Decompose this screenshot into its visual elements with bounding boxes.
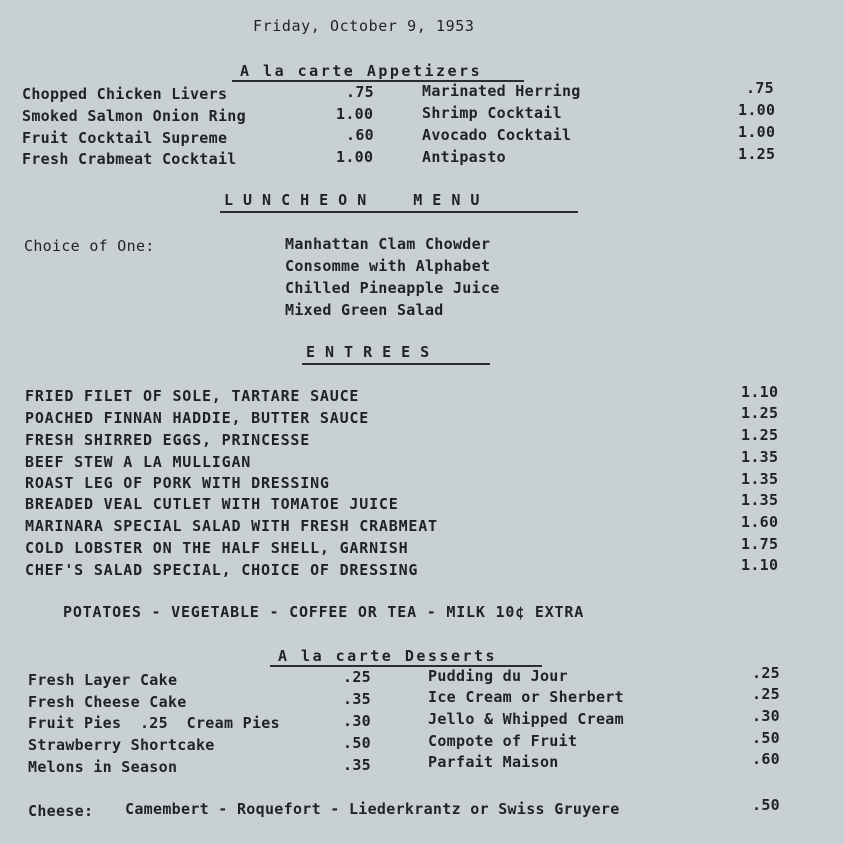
appetizer-left-name: Fresh Crabmeat Cocktail bbox=[22, 150, 237, 168]
sides-line: POTATOES - VEGETABLE - COFFEE OR TEA - MILK 10¢ EXTRA bbox=[63, 603, 585, 621]
luncheon-heading-underline bbox=[220, 211, 578, 213]
dessert-right-name: Compote of Fruit bbox=[428, 732, 578, 750]
appetizer-left-price: .75 bbox=[346, 83, 374, 101]
entree-price: 1.35 bbox=[741, 448, 779, 466]
appetizer-right-name: Antipasto bbox=[422, 148, 506, 166]
appetizer-left-price: 1.00 bbox=[336, 148, 374, 166]
appetizer-left-name: Smoked Salmon Onion Ring bbox=[22, 107, 246, 125]
desserts-heading: A la carte Desserts bbox=[278, 647, 498, 665]
appetizer-left-name: Chopped Chicken Livers bbox=[22, 85, 228, 103]
dessert-left-price: .25 bbox=[343, 668, 371, 686]
appetizer-left-price: .60 bbox=[346, 126, 374, 144]
entree-name: BEEF STEW A LA MULLIGAN bbox=[25, 453, 252, 471]
dessert-right-price: .30 bbox=[752, 707, 780, 725]
appetizer-right-price: 1.25 bbox=[738, 145, 776, 163]
entree-price: 1.35 bbox=[741, 491, 779, 509]
cheese-label: Cheese: bbox=[28, 802, 94, 820]
entree-name: FRIED FILET OF SOLE, TARTARE SAUCE bbox=[25, 387, 360, 405]
dessert-left-price: .35 bbox=[343, 756, 371, 774]
entree-name: FRESH SHIRRED EGGS, PRINCESSE bbox=[25, 431, 311, 449]
entrees-heading: ENTREES bbox=[306, 343, 440, 361]
entree-name: CHEF'S SALAD SPECIAL, CHOICE OF DRESSING bbox=[25, 561, 419, 579]
dessert-right-price: .25 bbox=[752, 685, 780, 703]
cheese-items: Camembert - Roquefort - Liederkrantz or Swiss Gruyere bbox=[125, 800, 620, 818]
dessert-left-name: Fresh Cheese Cake bbox=[28, 693, 187, 711]
dessert-left-name: Strawberry Shortcake bbox=[28, 736, 215, 754]
dessert-right-name: Ice Cream or Sherbert bbox=[428, 688, 624, 706]
dessert-left-name: Fresh Layer Cake bbox=[28, 671, 178, 689]
appetizer-left-name: Fruit Cocktail Supreme bbox=[22, 129, 228, 147]
luncheon-choice: Manhattan Clam Chowder bbox=[285, 235, 491, 253]
dessert-left-name: Melons in Season bbox=[28, 758, 178, 776]
entree-price: 1.10 bbox=[741, 556, 779, 574]
appetizer-right-name: Shrimp Cocktail bbox=[422, 104, 562, 122]
cheese-price: .50 bbox=[752, 796, 780, 814]
luncheon-menu-heading: LUNCHEON MENU bbox=[224, 191, 490, 209]
dessert-right-name: Jello & Whipped Cream bbox=[428, 710, 624, 728]
entree-name: POACHED FINNAN HADDIE, BUTTER SAUCE bbox=[25, 409, 370, 427]
choice-label: Choice of One: bbox=[24, 237, 155, 255]
luncheon-choice: Chilled Pineapple Juice bbox=[285, 279, 500, 297]
entree-price: 1.60 bbox=[741, 513, 779, 531]
dessert-right-price: .50 bbox=[752, 729, 780, 747]
dessert-left-price: .35 bbox=[343, 690, 371, 708]
entree-price: 1.75 bbox=[741, 535, 779, 553]
menu-date: Friday, October 9, 1953 bbox=[253, 17, 475, 35]
dessert-right-name: Parfait Maison bbox=[428, 753, 559, 771]
entree-name: MARINARA SPECIAL SALAD WITH FRESH CRABMEAT bbox=[25, 517, 438, 535]
luncheon-choice: Consomme with Alphabet bbox=[285, 257, 491, 275]
dessert-right-name: Pudding du Jour bbox=[428, 667, 568, 685]
entree-price: 1.35 bbox=[741, 470, 779, 488]
dessert-right-price: .60 bbox=[752, 750, 780, 768]
entrees-heading-underline bbox=[302, 363, 490, 365]
entree-price: 1.25 bbox=[741, 404, 779, 422]
appetizers-heading: A la carte Appetizers bbox=[240, 62, 483, 80]
appetizer-left-price: 1.00 bbox=[336, 105, 374, 123]
dessert-left-price: .30 bbox=[343, 712, 371, 730]
dessert-right-price: .25 bbox=[752, 664, 780, 682]
appetizer-right-name: Marinated Herring bbox=[422, 82, 581, 100]
appetizer-right-price: 1.00 bbox=[738, 101, 776, 119]
entree-name: COLD LOBSTER ON THE HALF SHELL, GARNISH bbox=[25, 539, 409, 557]
luncheon-choice: Mixed Green Salad bbox=[285, 301, 444, 319]
entree-price: 1.10 bbox=[741, 383, 779, 401]
appetizer-right-name: Avocado Cocktail bbox=[422, 126, 572, 144]
dessert-left-name: Fruit Pies .25 Cream Pies bbox=[28, 714, 280, 732]
entree-name: BREADED VEAL CUTLET WITH TOMATOE JUICE bbox=[25, 495, 399, 513]
appetizer-right-price: 1.00 bbox=[738, 123, 776, 141]
dessert-left-price: .50 bbox=[343, 734, 371, 752]
appetizer-right-price: .75 bbox=[746, 79, 774, 97]
entree-price: 1.25 bbox=[741, 426, 779, 444]
entree-name: ROAST LEG OF PORK WITH DRESSING bbox=[25, 474, 330, 492]
